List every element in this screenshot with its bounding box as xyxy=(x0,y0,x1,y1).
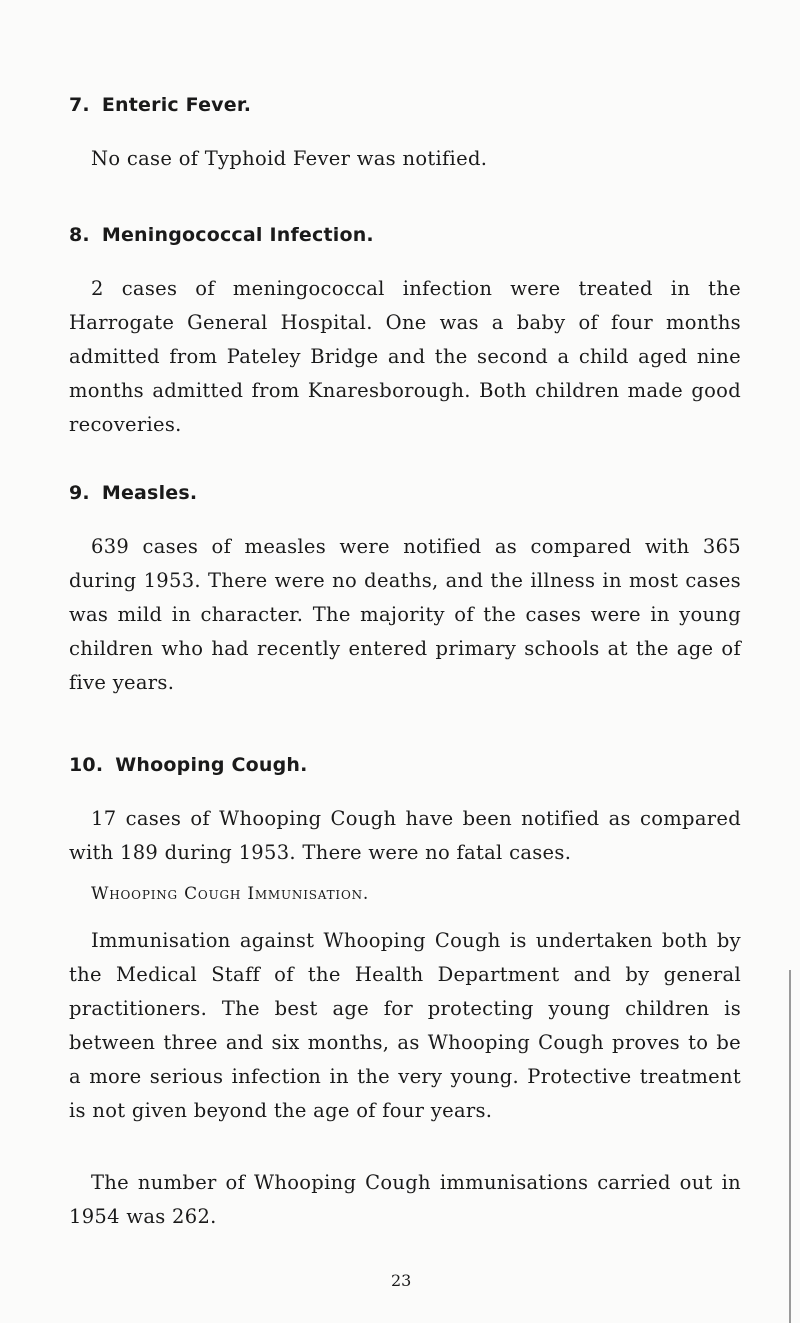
section-number: 10. xyxy=(69,754,104,776)
section-heading-enteric-fever xyxy=(69,94,251,116)
section-title: Measles. xyxy=(101,482,198,504)
section-number: 8. xyxy=(69,224,90,246)
paragraph-immunisation: Immunisation against Whooping Cough is undertaken both by the Medical Staff of the Health Department and by general practitioners. The best age for protecting young children is between three and six months, as Whooping Cough proves to be a more serious infection in the very young. Protective treatment is not given beyond the age of four years. xyxy=(69,929,741,1122)
paragraph-meningococcal-infection: 2 cases of meningococcal infection were treated in the Harrogate General Hospital. One was a baby of four months admitted from Pateley Bridge and the second a child aged nine months admitted from Knaresborough. Both children made good recoveries. xyxy=(69,277,741,436)
page-number: 23 xyxy=(391,1271,412,1290)
section-heading-whooping-cough xyxy=(69,754,308,776)
paragraph-whooping-cough: 17 cases of Whooping Cough have been notified as compared with 189 during 1953. There were no fatal cases. xyxy=(69,807,741,864)
paragraph-immunisation-count: The number of Whooping Cough immunisations carried out in 1954 was 262. xyxy=(69,1171,741,1228)
page-edge-line xyxy=(789,970,791,1323)
section-title: Meningococcal Infection. xyxy=(101,224,374,246)
section-number: 9. xyxy=(69,482,90,504)
section-heading-measles xyxy=(69,482,197,504)
section-heading-meningococcal-infection xyxy=(69,224,374,246)
subheading-whooping-cough-immunisation: Whooping Cough Immunisation. xyxy=(91,884,370,904)
section-title: Whooping Cough. xyxy=(115,754,308,776)
paragraph-enteric-fever: No case of Typhoid Fever was notified. xyxy=(91,147,488,170)
paragraph-measles: 639 cases of measles were notified as compared with 365 during 1953. There were no deaths, and the illness in most cases was mild in character. The majority of the cases were in young children who had recently entered primary schools at the age of five years. xyxy=(69,535,741,694)
section-title: Enteric Fever. xyxy=(101,94,252,116)
section-number: 7. xyxy=(69,94,90,116)
